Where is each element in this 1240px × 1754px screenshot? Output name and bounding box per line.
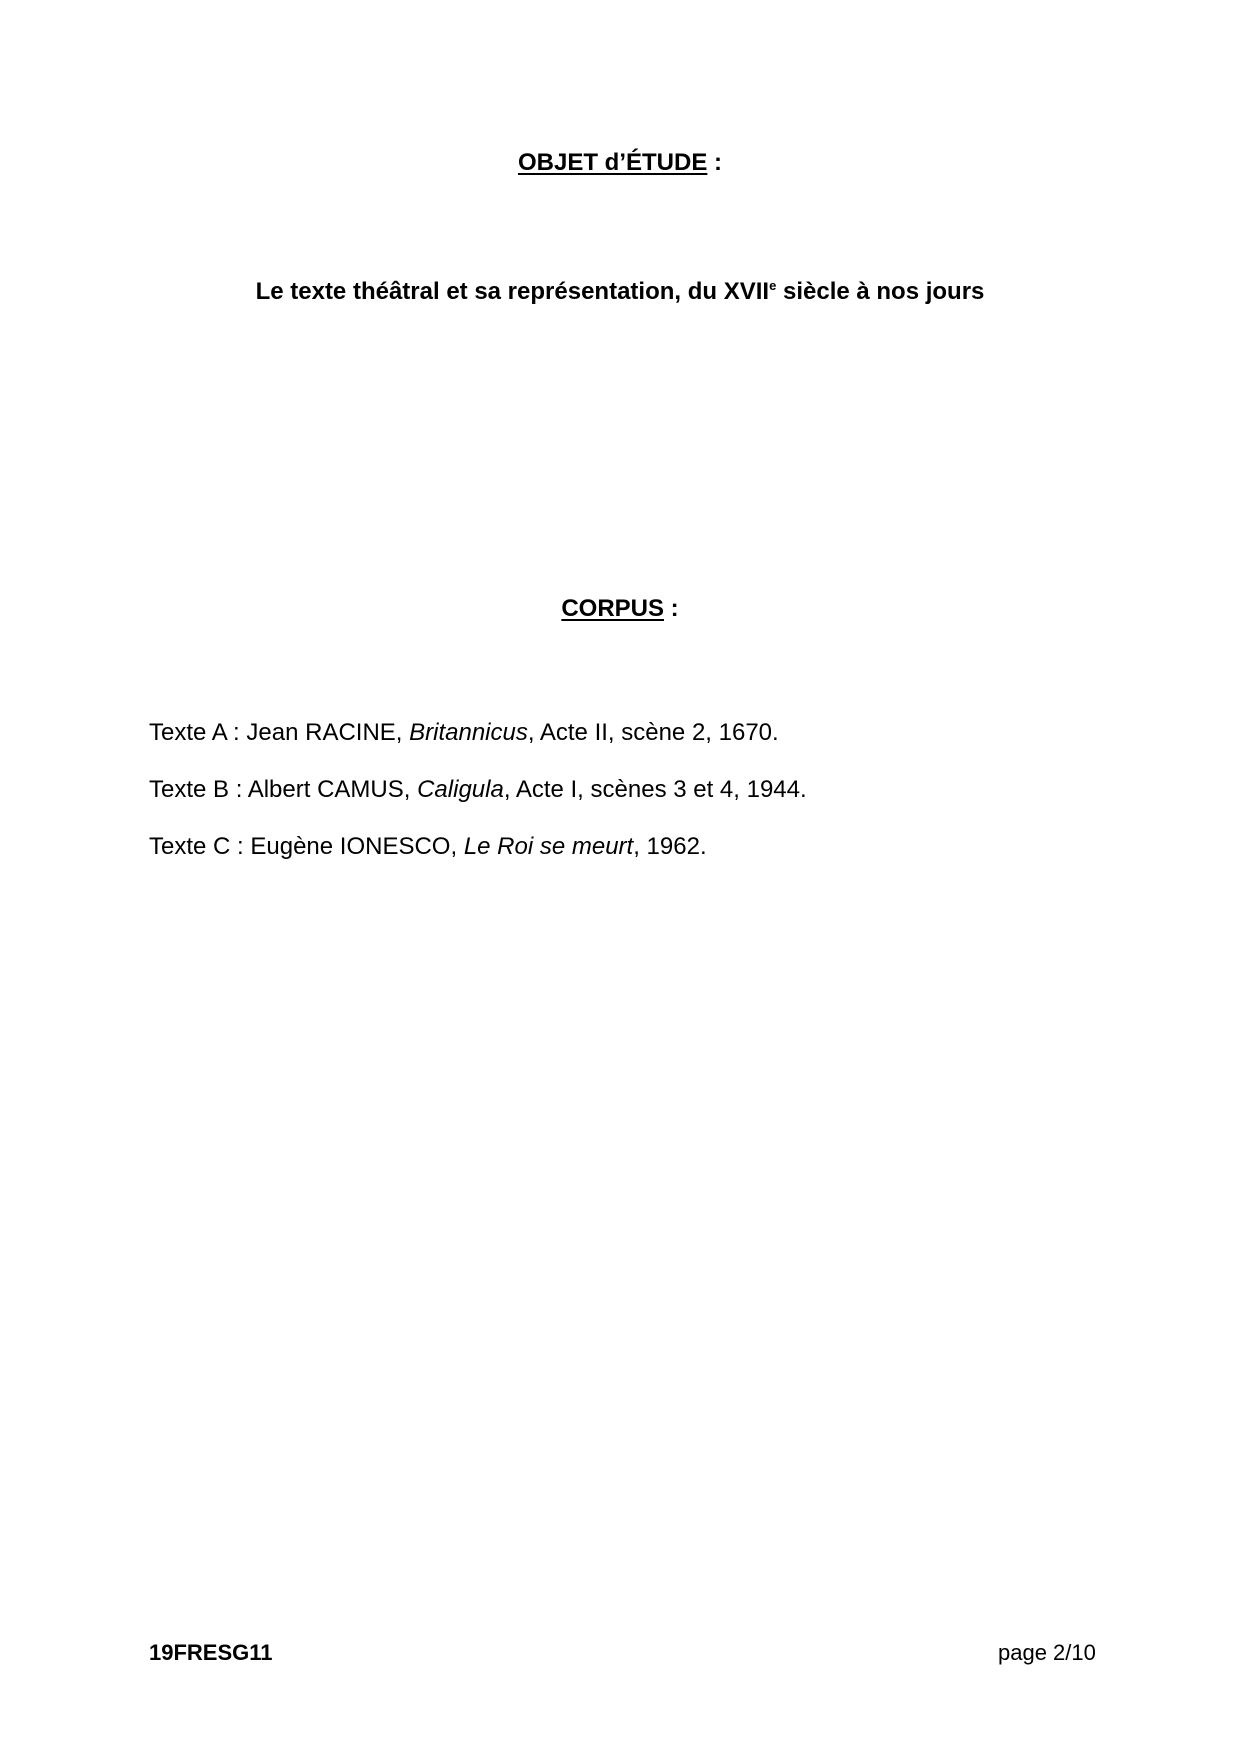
corpus-item-prefix: Texte A : Jean RACINE, — [149, 719, 410, 746]
footer-page-number: page 2/10 — [998, 1640, 1096, 1665]
objet-heading — [0, 148, 1240, 178]
corpus-item-suffix: , Acte II, scène 2, 1670. — [527, 719, 779, 746]
subtitle-text-after: siècle à nos jours — [776, 278, 985, 305]
corpus-item-texte-c — [149, 832, 1149, 889]
corpus-item-title: Britannicus — [409, 719, 528, 746]
corpus-heading-colon: : — [664, 595, 679, 622]
corpus-list — [149, 718, 1149, 889]
corpus-item-prefix: Texte B : Albert CAMUS, — [149, 776, 418, 803]
corpus-item-title: Caligula — [417, 776, 504, 803]
corpus-item-suffix: , Acte I, scènes 3 et 4, 1944. — [503, 776, 807, 803]
objet-heading-label: OBJET d’ÉTUDE — [517, 149, 708, 176]
corpus-heading-label: CORPUS — [561, 595, 664, 622]
corpus-item-title: Le Roi se meurt — [463, 833, 634, 860]
corpus-item-texte-a — [149, 718, 1149, 775]
subtitle-text-before: Le texte théâtral et sa représentation, du XVII — [255, 278, 770, 305]
corpus-item-suffix: , 1962. — [633, 833, 707, 860]
footer-document-code: 19FRESG11 — [149, 1640, 273, 1665]
subtitle-superscript: e — [769, 278, 777, 293]
corpus-heading — [0, 594, 1240, 624]
objet-heading-colon: : — [707, 149, 723, 176]
subtitle-heading — [0, 277, 1240, 307]
corpus-item-prefix: Texte C : Eugène IONESCO, — [149, 833, 464, 860]
corpus-item-texte-b — [149, 775, 1149, 832]
